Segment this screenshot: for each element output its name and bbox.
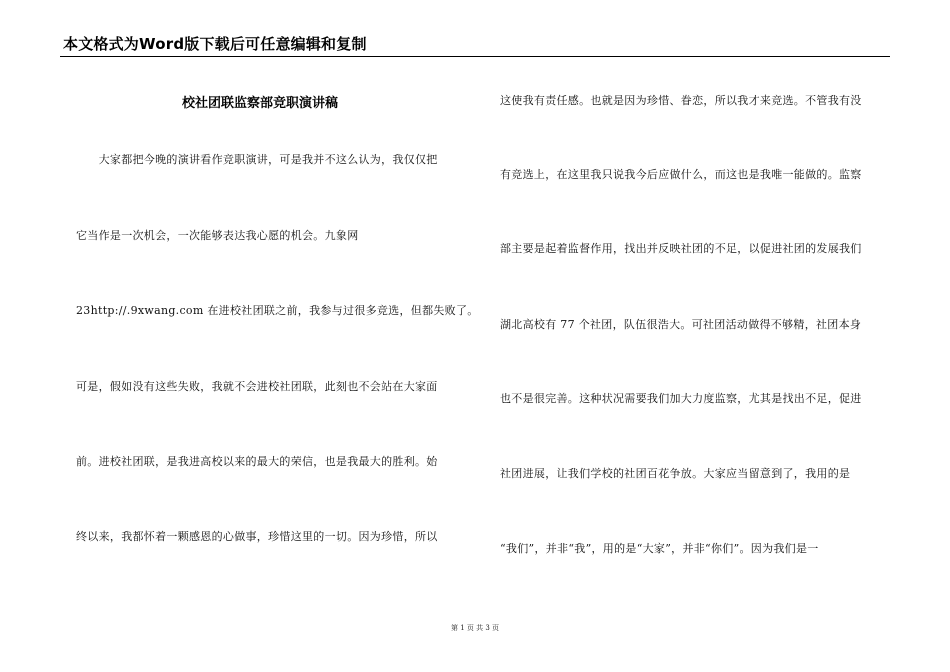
page-number: 第 1 页 共 3 页	[450, 624, 500, 632]
text-line: 有竞选上，在这里我只说我今后应做什么，而这也是我唯一能做的。监察	[500, 168, 862, 181]
text-line: 也不是很完善。这种状况需要我们加大力度监察，尤其是找出不足，促进	[500, 392, 862, 405]
text-line: 这使我有责任感。也就是因为珍惜、眷恋，所以我才来竞选。不管我有没	[500, 94, 862, 107]
text-line: 大家都把今晚的演讲看作竞职演讲，可是我并不这么认为，我仅仅把	[76, 153, 438, 166]
text-line: 前。进校社团联，是我进高校以来的最大的荣信，也是我最大的胜利。始	[76, 455, 438, 468]
text-line: 可是，假如没有这些失败，我就不会进校社团联，此刻也不会站在大家面	[76, 380, 438, 393]
text-line: 部主要是起着监督作用，找出并反映社团的不足，以促进社团的发展我们	[500, 242, 862, 255]
text-line: 湖北高校有 77 个社团，队伍很浩大。可社团活动做得不够精，社团本身	[500, 318, 862, 331]
text-line: “我们”，并非“我”，用的是“大家”，并非“你们”。因为我们是一	[500, 542, 819, 555]
text-line: 23http://.9xwang.com 在进校社团联之前，我参与过很多竞选，但都失败了。	[76, 304, 479, 317]
document-title: 校社团联监察部竞职演讲稿	[181, 96, 338, 111]
text-line: 它当作是一次机会，一次能够表达我心愿的机会。九象网	[76, 229, 359, 242]
header-divider	[60, 56, 890, 57]
text-line: 社团进展，让我们学校的社团百花争放。大家应当留意到了，我用的是	[500, 467, 851, 480]
document-banner: 本文格式为Word版下载后可任意编辑和复制	[63, 35, 367, 53]
text-line: 终以来，我都怀着一颗感恩的心做事，珍惜这里的一切。因为珍惜，所以	[76, 530, 438, 543]
